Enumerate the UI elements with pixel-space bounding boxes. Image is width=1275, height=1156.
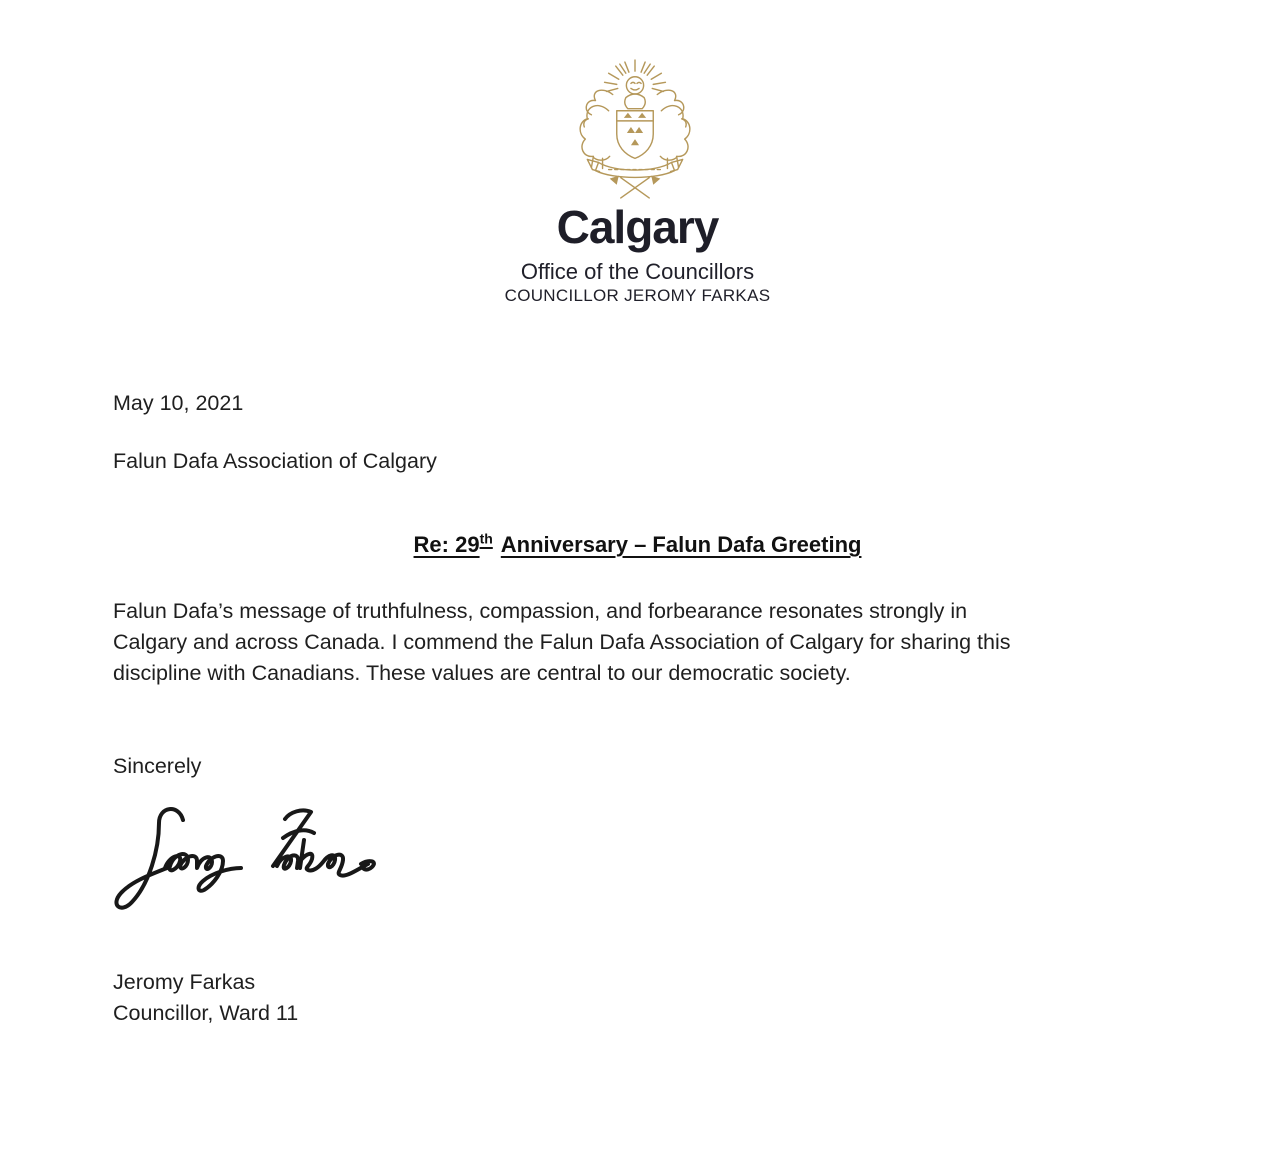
crest-sun-rays xyxy=(605,60,666,91)
letter-recipient: Falun Dafa Association of Calgary xyxy=(113,449,437,473)
subject-rest: Anniversary – Falun Dafa Greeting xyxy=(500,532,862,557)
signer-title: Councillor, Ward 11 xyxy=(113,1001,299,1025)
crest-left-supporter xyxy=(580,106,610,169)
councillor-line: COUNCILLOR JEROMY FARKAS xyxy=(504,286,771,305)
letter-closing: Sincerely xyxy=(113,754,202,778)
crest-shield-charges xyxy=(624,113,646,145)
crest-shield xyxy=(617,111,654,159)
signer-block xyxy=(113,967,298,1029)
calgary-wordmark: Calgary xyxy=(556,201,719,253)
crest-ribbon xyxy=(587,159,682,177)
letter-subject xyxy=(0,532,1275,558)
signer-name: Jeromy Farkas xyxy=(113,970,256,994)
office-line: Office of the Councillors xyxy=(520,259,755,284)
calgary-crest-icon xyxy=(565,58,705,202)
signature-handwriting xyxy=(105,796,395,936)
crest-flags xyxy=(610,176,661,198)
body-line-2: Calgary and across Canada. I commend the Falun Dafa Association of Calgary for sharing this xyxy=(113,630,1011,654)
body-line-1: Falun Dafa’s message of truthfulness, compassion, and forbearance resonates strongly in xyxy=(113,599,968,623)
body-line-3: discipline with Canadians. These values are central to our democratic society. xyxy=(113,661,851,685)
crest-helmet xyxy=(625,94,646,109)
crest-sun xyxy=(626,77,643,94)
letter-body xyxy=(113,596,1183,689)
crest-right-supporter xyxy=(660,106,690,169)
subject-superscript: th xyxy=(479,530,493,547)
subject-prefix: Re: 29 xyxy=(413,532,480,557)
letter-date: May 10, 2021 xyxy=(113,391,244,415)
